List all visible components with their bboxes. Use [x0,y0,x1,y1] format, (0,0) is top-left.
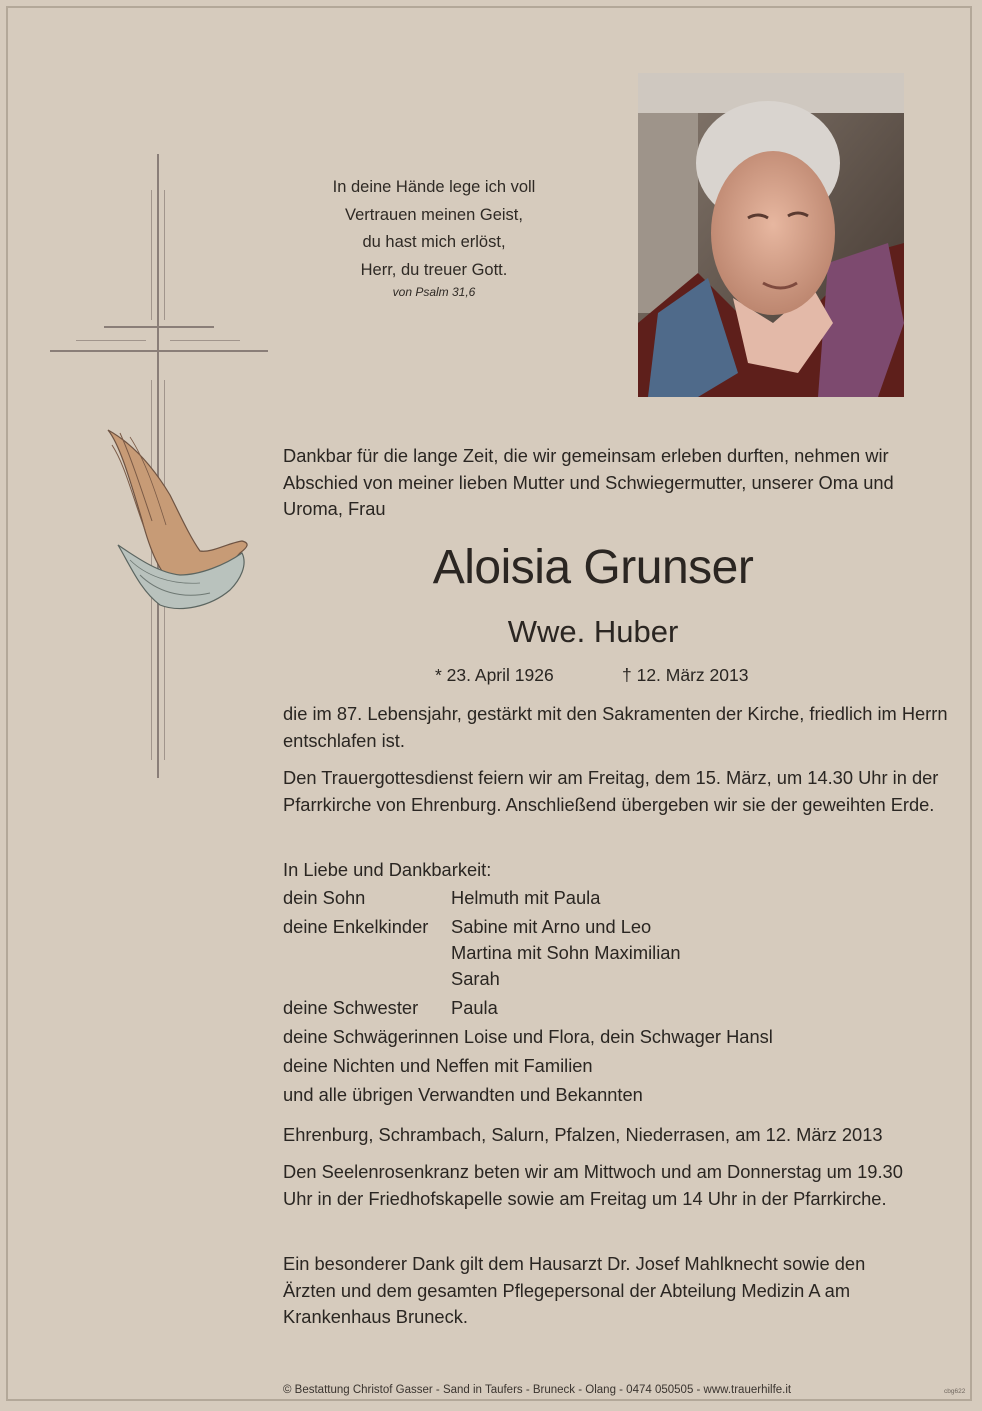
footer-credit: © Bestattung Christof Gasser - Sand in Taufers - Bruneck - Olang - 0474 050505 - www.trauerhilfe.it [283,1384,792,1396]
portrait-photo [638,73,904,397]
death-date: † 12. März 2013 [622,665,749,685]
quote-source: von Psalm 31,6 [392,285,476,299]
passing-text: die im 87. Lebensjahr, gestärkt mit den Sakramenten der Kirche, friedlich im Herrn entschlafen ist. [283,703,948,751]
mourner-names: Sabine mit Arno und Leo [451,916,652,937]
deceased-name: Aloisia Grunser [432,541,754,594]
funeral-text: Den Trauergottesdienst feiern wir am Freitag, dem 15. März, um 14.30 Uhr in der Pfarrkirche von Ehrenburg. Anschließend übergeben wir sie der geweihten Erde. [283,767,939,815]
place-date: Ehrenburg, Schrambach, Salurn, Pfalzen, Niederrasen, am 12. März 2013 [283,1124,883,1145]
quote-line: Vertrauen meinen Geist, [345,205,523,224]
mourner-names: Paula [451,997,498,1018]
intro-text: Dankbar für die lange Zeit, die wir gemeinsam erleben durften, nehmen wir Abschied von meiner lieben Mutter und Schwiegermutter, unserer Oma und Uroma, Frau [283,445,894,519]
document-code: cbg622 [944,1388,966,1395]
quote-line: Herr, du treuer Gott. [360,260,508,279]
rosary-text: Den Seelenrosenkranz beten wir am Mittwoch und am Donnerstag um 19.30 Uhr in der Friedhofskapelle sowie am Freitag um 14 Uhr in der Pfarrkirche. [283,1161,903,1209]
bible-quote [300,174,568,301]
quote-line: In deine Hände lege ich voll [332,178,536,196]
mourner-line: und alle übrigen Verwandten und Bekannten [283,1084,643,1105]
mourner-line: deine Nichten und Neffen mit Familien [283,1055,593,1076]
praying-hands-icon [100,425,250,615]
mourner-names: Martina mit Sohn Maximilian [451,942,681,963]
mourner-names: Sarah [451,968,500,989]
mourner-relation: deine Enkelkinder [283,916,429,937]
mourner-line: deine Schwägerinnen Loise und Flora, dein Schwager Hansl [283,1026,773,1047]
love-line: In Liebe und Dankbarkeit: [283,859,492,880]
mourner-relation: dein Sohn [283,887,366,908]
quote-line: du hast mich erlöst, [362,233,506,251]
thanks-text: Ein besonderer Dank gilt dem Hausarzt Dr. Josef Mahlknecht sowie den Ärzten und dem gesamten Pflegepersonal der Abteilung Medizin A am Krankenhaus Bruneck. [283,1253,866,1327]
deceased-subtitle: Wwe. Huber [507,614,679,649]
mourner-relation: deine Schwester [283,997,419,1018]
mourner-names: Helmuth mit Paula [451,887,601,908]
birth-date: * 23. April 1926 [435,665,554,685]
